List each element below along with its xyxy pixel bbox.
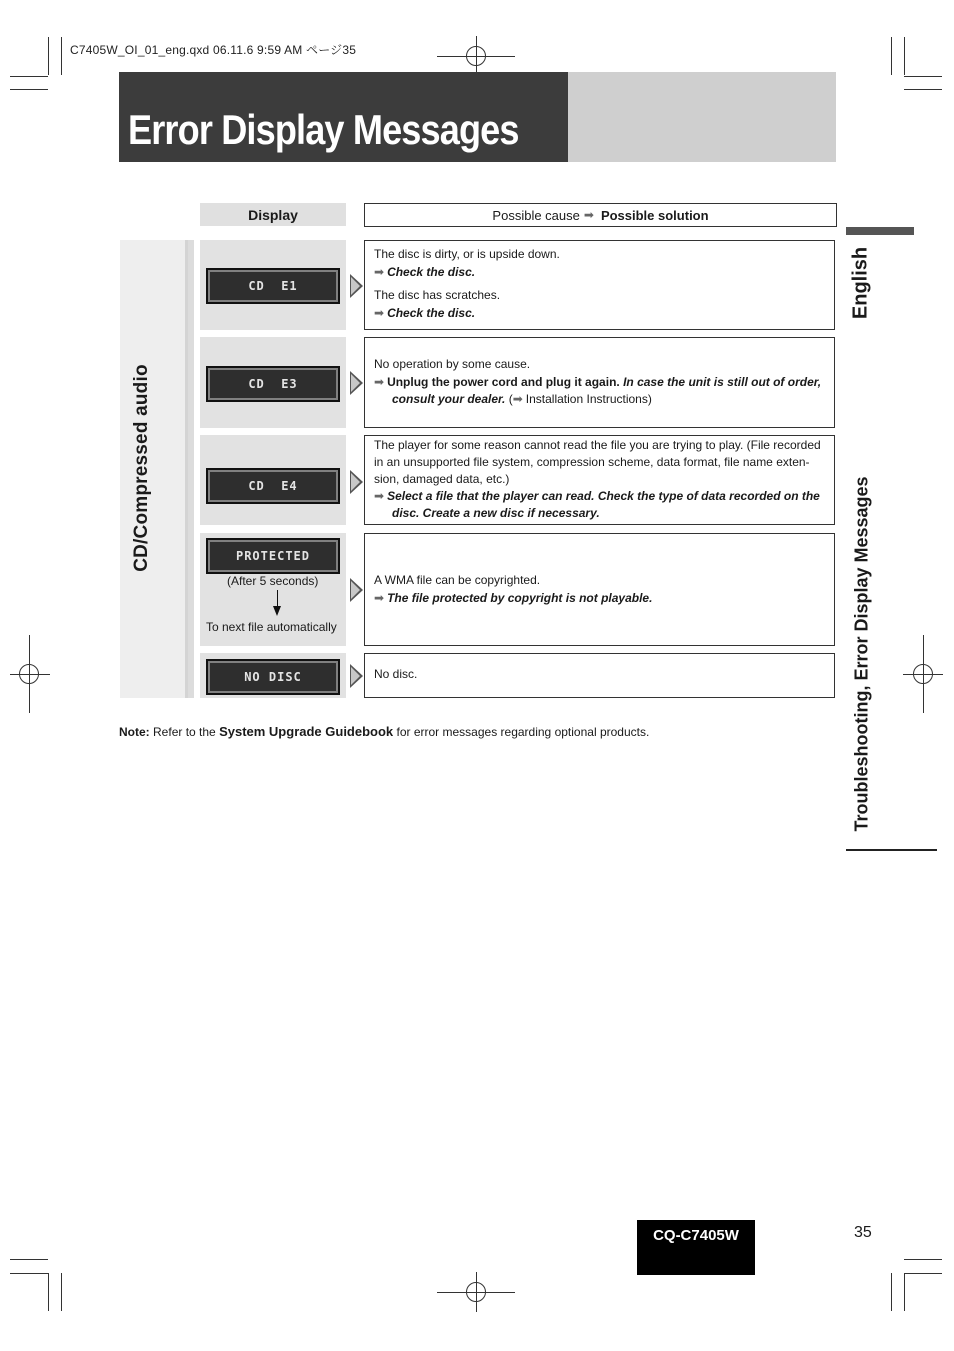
reference-open: ( [508, 392, 513, 406]
cause-solution-box [364, 533, 835, 646]
cause-header-solution: Possible solution [600, 207, 709, 223]
crop-mark [10, 1273, 48, 1274]
cause-text: The disc is dirty, or is upside down. [374, 247, 560, 261]
cause-solution-box [364, 435, 835, 525]
crop-mark [904, 1259, 942, 1260]
lcd-display: CD E3 [206, 366, 340, 402]
cause-solution-box [364, 337, 835, 428]
right-arrow-icon: ➡ [374, 306, 385, 320]
cause-column-header [364, 203, 837, 227]
after-caption: (After 5 seconds) [227, 574, 319, 588]
pointer-arrow-icon [350, 470, 363, 494]
note-text: for error messages regarding optional products. [396, 725, 650, 739]
next-caption: To next file automatically [206, 620, 337, 634]
crop-mark [891, 37, 892, 75]
lcd-display: NO DISC [206, 659, 340, 695]
right-arrow-icon: ➡ [374, 591, 385, 605]
solution-text: consult your dealer. [392, 392, 506, 406]
crop-mark [904, 37, 905, 75]
cause-text: The disc has scratches. [374, 288, 501, 302]
lcd-display: CD E1 [206, 268, 340, 304]
right-arrow-icon: ➡ [374, 375, 385, 389]
sidebar-rule [846, 849, 937, 851]
solution-text: In case the unit is still out of order, [623, 375, 822, 389]
registration-circle-icon [466, 1282, 486, 1302]
crop-mark [904, 76, 942, 77]
solution-text: disc. Create a new disc if necessary. [392, 506, 600, 520]
category-label: CD/Compressed audio [131, 364, 152, 572]
solution-text: The file protected by copyright is not playable. [387, 591, 653, 605]
registration-circle-icon [19, 664, 39, 684]
right-arrow-icon: ➡ [374, 489, 385, 503]
cause-text: No disc. [374, 667, 418, 681]
cause-header-cause: Possible cause [492, 207, 580, 223]
crop-mark [904, 1273, 905, 1311]
display-column-header: Display [200, 203, 346, 226]
pointer-arrow-icon [350, 371, 363, 395]
registration-circle-icon [466, 46, 486, 66]
note-guide-name: System Upgrade Guidebook [219, 724, 394, 739]
pointer-arrow-icon [350, 274, 363, 298]
crop-mark [48, 1273, 49, 1311]
crop-mark [10, 89, 48, 90]
right-arrow-icon: ➡ [374, 265, 385, 279]
crop-mark [10, 1259, 48, 1260]
cause-text: No operation by some cause. [374, 357, 531, 371]
pointer-arrow-icon [350, 664, 363, 688]
registration-circle-icon [913, 664, 933, 684]
cause-text: sion, damaged data, etc.) [374, 472, 510, 486]
language-label: English [849, 246, 872, 320]
note [119, 724, 649, 739]
cause-solution-box [364, 240, 835, 330]
note-text: Refer to the [153, 725, 216, 739]
crop-mark [10, 76, 48, 77]
crop-mark [61, 37, 62, 75]
crop-mark [891, 1273, 892, 1311]
file-header: C7405W_OI_01_eng.qxd 06.11.6 9:59 AM ページ35 [70, 43, 357, 57]
right-arrow-icon: ➡ [512, 392, 523, 406]
cause-text: A WMA file can be copyrighted. [374, 573, 541, 587]
cause-text: in an unsupported file system, compression scheme, data format, file name exten- [374, 455, 810, 469]
solution-text: Unplug the power cord and plug it again. [387, 375, 620, 389]
cause-solution-box [364, 653, 835, 698]
right-arrow-icon: ➡ [583, 208, 594, 222]
section-label: Troubleshooting, Error Display Messages [851, 476, 872, 832]
note-label: Note: [119, 725, 150, 739]
lcd-display: CD E4 [206, 468, 340, 504]
crop-mark [904, 89, 942, 90]
reference-text: Installation Instructions) [525, 392, 652, 406]
crop-mark [61, 1273, 62, 1311]
solution-text: Check the disc. [387, 265, 476, 279]
title-bar-accent [568, 72, 836, 162]
down-arrow-head-icon [273, 606, 281, 616]
crop-mark [904, 1273, 942, 1274]
solution-text: Check the disc. [387, 306, 476, 320]
cause-text: The player for some reason cannot read the file you are trying to play. (File recorded [374, 438, 821, 452]
language-tab-bar [846, 227, 914, 235]
lcd-display: PROTECTED [206, 538, 340, 574]
pointer-arrow-icon [350, 578, 363, 602]
page-number: 35 [854, 1224, 872, 1241]
model-badge: CQ-C7405W [637, 1220, 755, 1275]
solution-text: Select a file that the player can read. Check the type of data recorded on the [387, 489, 820, 503]
page-title: Error Display Messages [128, 106, 519, 153]
crop-mark [48, 37, 49, 75]
